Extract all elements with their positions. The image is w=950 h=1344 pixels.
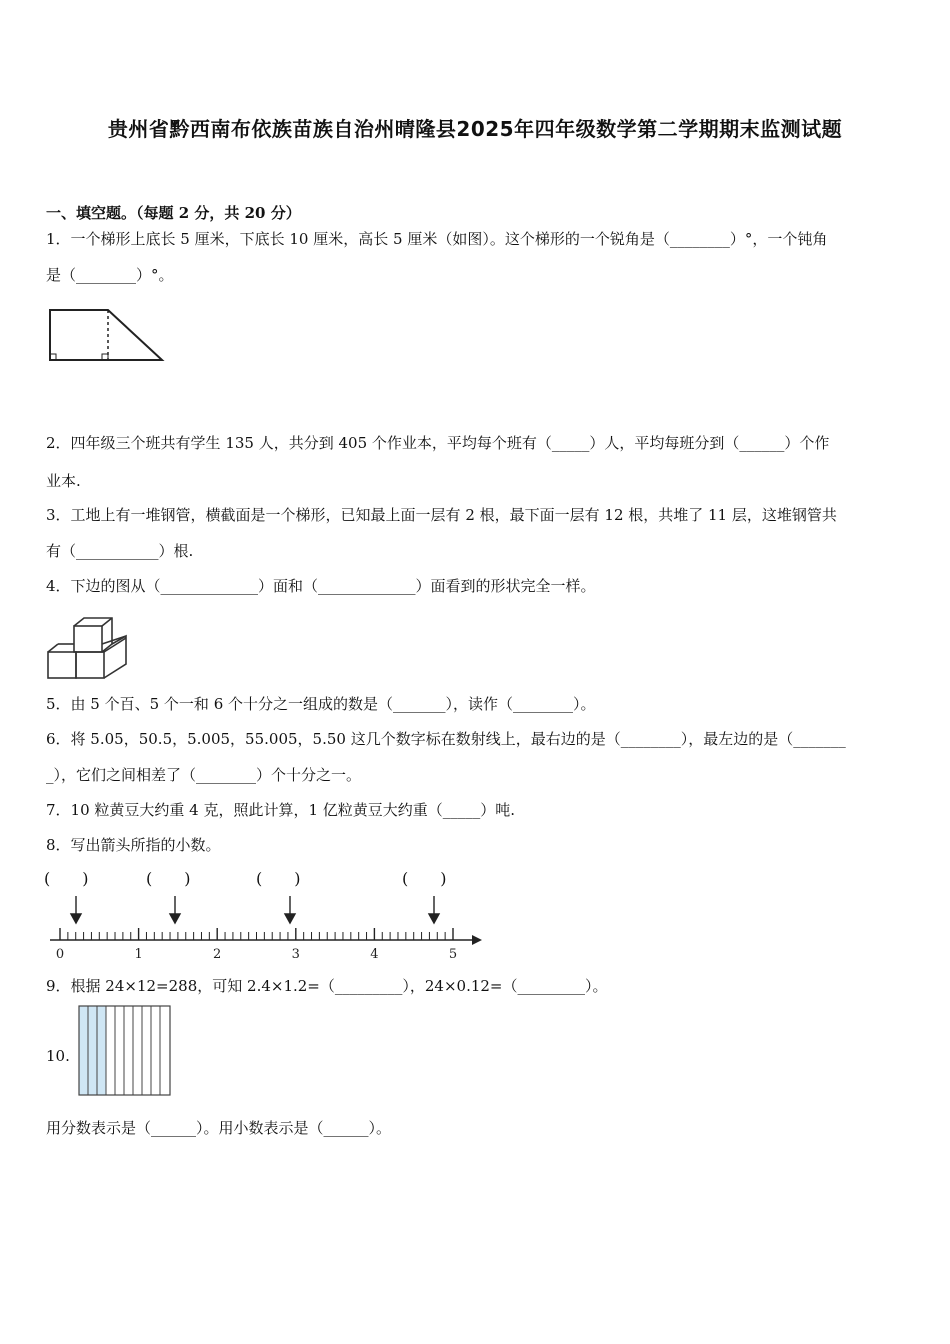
trapezoid-figure — [40, 298, 180, 398]
question-3-line-1: 3．工地上有一堆钢管，横截面是一个梯形，已知最上面一层有 2 根，最下面一层有 12 根，共堆了 11 层，这堆钢管共 — [46, 506, 837, 524]
tick-label: 3 — [291, 947, 300, 962]
decimal-grid-figure — [78, 1005, 172, 1097]
question-6-line-1: 6．将 5.05，50.5，5.005，55.005，5.50 这几个数字标在数射线上，最右边的是（________），最左边的是（_______ — [46, 730, 846, 748]
tick-label: 5 — [448, 947, 458, 962]
answer-paren-1: ( ) — [44, 869, 89, 888]
question-2-line-1: 2．四年级三个班共有学生 135 人，共分到 405 个作业本，平均每个班有（_____）人，平均每班分到（______）个作 — [46, 434, 830, 452]
question-10-line-1: 用分数表示是（______）。用小数表示是（______）。 — [46, 1119, 392, 1137]
tick-label: 2 — [213, 947, 222, 962]
answer-paren-2: ( ) — [146, 869, 191, 888]
answer-paren-4: ( ) — [402, 869, 447, 888]
question-9-line-1: 9．根据 24×12=288，可知 2.4×1.2=（_________），24×0.12=（_________）。 — [46, 977, 608, 995]
question-10-number: 10. — [46, 1047, 70, 1065]
arrow-4-head-icon — [429, 914, 439, 923]
cube-stack-figure — [44, 614, 136, 682]
tick-label: 0 — [55, 947, 65, 962]
tick-label: 4 — [370, 947, 379, 962]
question-7-line-1: 7．10 粒黄豆大约重 4 克，照此计算，1 亿粒黄豆大约重（_____）吨. — [46, 801, 516, 819]
number-ray — [44, 890, 489, 962]
question-5-line-1: 5．由 5 个百、5 个一和 6 个十分之一组成的数是（_______），读作（________）。 — [46, 695, 596, 713]
question-3-line-2: 有（___________）根. — [46, 542, 194, 560]
question-2-line-2: 业本. — [46, 472, 81, 490]
page-title: 贵州省黔西南布依族苗族自治州晴隆县2025年四年级数学第二学期期末监测试题 — [107, 117, 843, 141]
arrow-3-head-icon — [285, 914, 295, 923]
answer-paren-3: ( ) — [256, 869, 301, 888]
tick-label: 1 — [134, 947, 143, 962]
arrow-2-head-icon — [170, 914, 180, 923]
question-1-line-1: 1．一个梯形上底长 5 厘米，下底长 10 厘米，高长 5 厘米（如图）。这个梯形的一个锐角是（________）°，一个钝角 — [46, 230, 828, 248]
section-heading: 一、填空题。（每题 2 分，共 20 分） — [46, 204, 301, 222]
question-8-line-1: 8．写出箭头所指的小数。 — [46, 836, 221, 854]
arrow-1-head-icon — [71, 914, 81, 923]
question-6-line-2: _），它们之间相差了（________）个十分之一。 — [46, 766, 362, 784]
question-1-line-2: 是（________）°。 — [46, 266, 174, 284]
question-4-line-1: 4．下边的图从（_____________）面和（_____________）面看到的形状完全一样。 — [46, 577, 596, 595]
